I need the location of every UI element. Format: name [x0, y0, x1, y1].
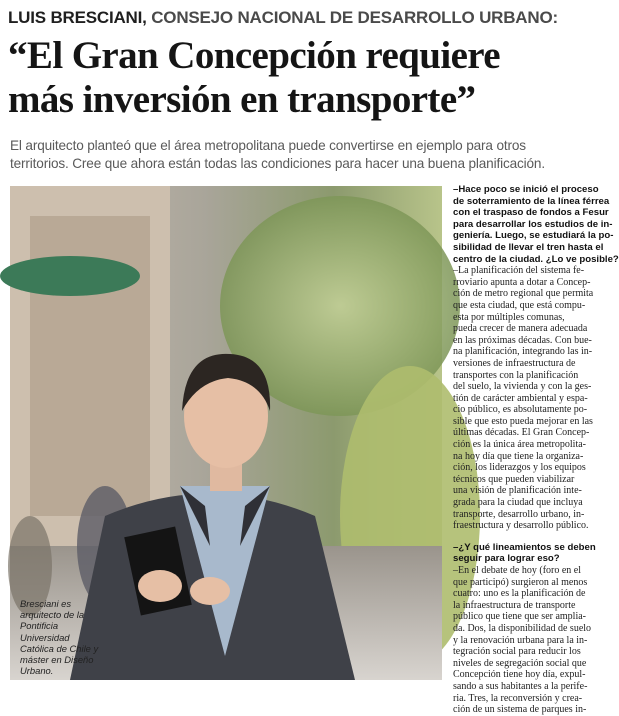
answer-line: técnicos que pueden viabilizar [453, 473, 575, 485]
interviewee-organization: CONSEJO NACIONAL DE DESARROLLO URBANO: [151, 8, 558, 27]
answer-line: en las próximas décadas. Con bue- [453, 334, 592, 346]
answer-line: cio público, es absolutamente po- [453, 404, 588, 416]
lead-paragraph [10, 137, 596, 173]
answer-line: esta por múltiples comunas, [453, 311, 565, 323]
photo-caption [20, 598, 130, 676]
question-line: –Hace poco se inició el proceso [453, 184, 599, 195]
question-line: geniería. Luego, se estudiará la po- [453, 230, 614, 242]
answer-line: la infraestructura de transporte [453, 599, 576, 611]
answer-line: fraestructura y desarrollo público. [453, 520, 589, 532]
interview-column [453, 184, 619, 716]
answer-line: del suelo, la vivienda y con la ges- [453, 381, 592, 393]
answer-line: últimas décadas. El Gran Concep- [453, 427, 590, 439]
answer-line: grada para la ciudad que incluya [453, 497, 583, 509]
caption-line: Universidad [20, 631, 70, 643]
answer-line: ción de metro regional que permita [453, 288, 594, 300]
headline [8, 34, 598, 122]
headline-line: más inversión en transporte” [8, 78, 476, 121]
answer-line: tión de carácter ambiental y espa- [453, 392, 588, 404]
answer-line: Concepción tiene hoy día, expul- [453, 669, 586, 681]
answer-line: –En el debate de hoy (foro en el [453, 565, 582, 576]
question-1 [453, 184, 619, 265]
headline-line: “El Gran Concepción requiere [8, 34, 500, 77]
answer-line: da. Dos, la disponibilidad de suelo [453, 622, 592, 634]
interviewee-name: LUIS BRESCIANI, [8, 8, 147, 27]
answer-1 [453, 265, 595, 532]
question-line: para desarrollar los estudios de in- [453, 218, 613, 230]
answer-line: que participó) surgieron al menos [453, 576, 588, 588]
answer-line: na planificación, integrando las in- [453, 346, 593, 358]
answer-line: sible que esto pueda mejorar en las [453, 415, 593, 427]
answer-line: –La planificación del sistema fe- [453, 265, 585, 277]
lead-line: El arquitecto planteó que el área metropolitana puede convertirse en ejemplo para otros [10, 138, 526, 153]
answer-2 [453, 565, 595, 716]
answer-line: transporte, desarrollo urbano, in- [453, 508, 585, 520]
caption-line: máster en Diseño [20, 654, 94, 666]
caption-line: Bresciani es [20, 598, 72, 609]
answer-line: una visión de planificación inte- [453, 485, 582, 497]
caption-line: Católica de Chile y [20, 642, 99, 654]
question-line: sibilidad de llevar el tren hasta el [453, 241, 604, 253]
answer-line: público que tiene que ser amplia- [453, 611, 587, 623]
answer-line: sando a sus habitantes a la perife- [453, 680, 588, 692]
question-line: centro de la ciudad. ¿Lo ve posible? [453, 253, 619, 265]
caption-line: Urbano. [20, 665, 54, 677]
question-line: –¿Y qué lineamientos se deben [453, 541, 596, 553]
answer-line: niveles de segregación social que [453, 657, 587, 669]
caption-line: Pontificia [20, 620, 59, 632]
answer-line: versiones de infraestructura de [453, 357, 576, 369]
answer-line: y la renovación urbana para la in- [453, 634, 588, 646]
answer-line: ción, los liderazgos y los equipos [453, 462, 586, 474]
kicker [8, 8, 598, 28]
answer-line: rroviario apunta a dotar a Concep- [453, 276, 591, 288]
answer-line: ción es la única área metropolita- [453, 439, 586, 451]
answer-line: tegración social para reducir los [453, 646, 581, 658]
answer-line: na hoy día que tiene la organiza- [453, 450, 584, 462]
answer-line: cuatro: uno es la planificación de [453, 588, 586, 600]
answer-line: ria. Tres, la reconversión y crea- [453, 692, 583, 704]
answer-line: ción de un sistema de parques in- [453, 704, 587, 716]
answer-line: que esta ciudad, que está compu- [453, 299, 586, 311]
lead-line: territorios. Cree que ahora están todas las condiciones para hacer una buena planificación. [10, 156, 545, 171]
question-line: de soterramiento de la línea férrea [453, 195, 610, 207]
question-2 [453, 542, 595, 565]
question-line: seguir para lograr eso? [453, 553, 560, 565]
answer-line: pueda crecer de manera adecuada [453, 323, 588, 335]
answer-line: transportes con la planificación [453, 369, 579, 381]
caption-line: arquitecto de la [20, 609, 85, 621]
question-line: con el traspaso de fondos a Fesur [453, 207, 609, 219]
